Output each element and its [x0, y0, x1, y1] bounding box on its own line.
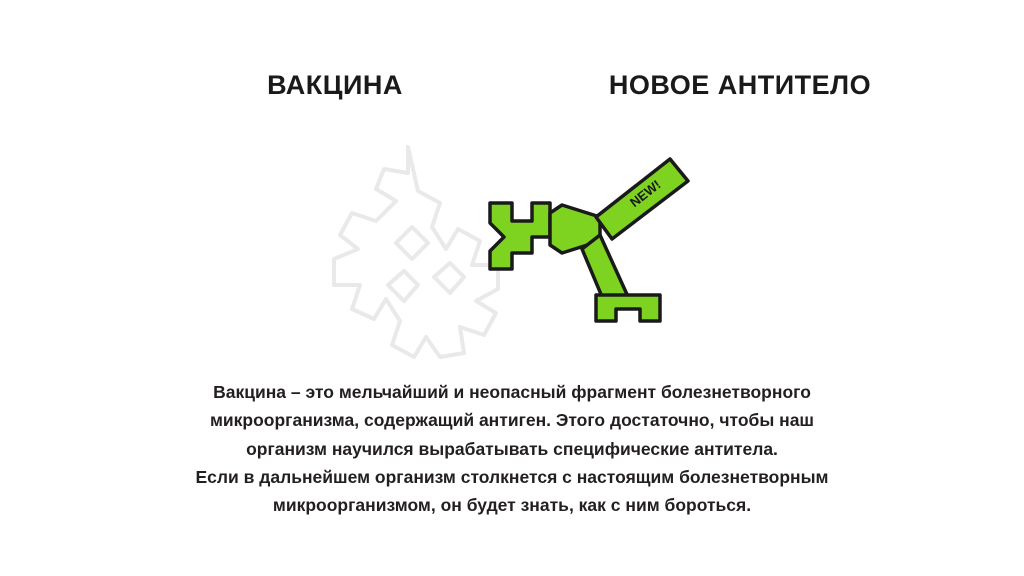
caption-line-5: микроорганизмом, он будет знать, как с ним бороться.	[272, 495, 752, 516]
caption-line-1: Вакцина – это мельчайший и неопасный фрагмент болезнетворного	[213, 382, 811, 402]
caption-line-3: организм научился вырабатывать специфические антитела.	[246, 438, 778, 459]
caption-text	[112, 378, 912, 520]
new-badge-label: NEW!	[626, 176, 664, 211]
vaccine-antibody-illustration	[300, 125, 740, 370]
caption-line-2: микроорганизма, содержащий антиген. Этого достаточно, чтобы наш	[209, 410, 815, 431]
antibody-heading: НОВОЕ АНТИТЕЛО	[608, 70, 872, 100]
vaccine-heading: ВАКЦИНА	[267, 70, 403, 100]
caption-line-4: Если в дальнейшем организм столкнется с настоящим болезнетворным	[195, 467, 829, 488]
virus-particle-outline	[334, 147, 498, 357]
